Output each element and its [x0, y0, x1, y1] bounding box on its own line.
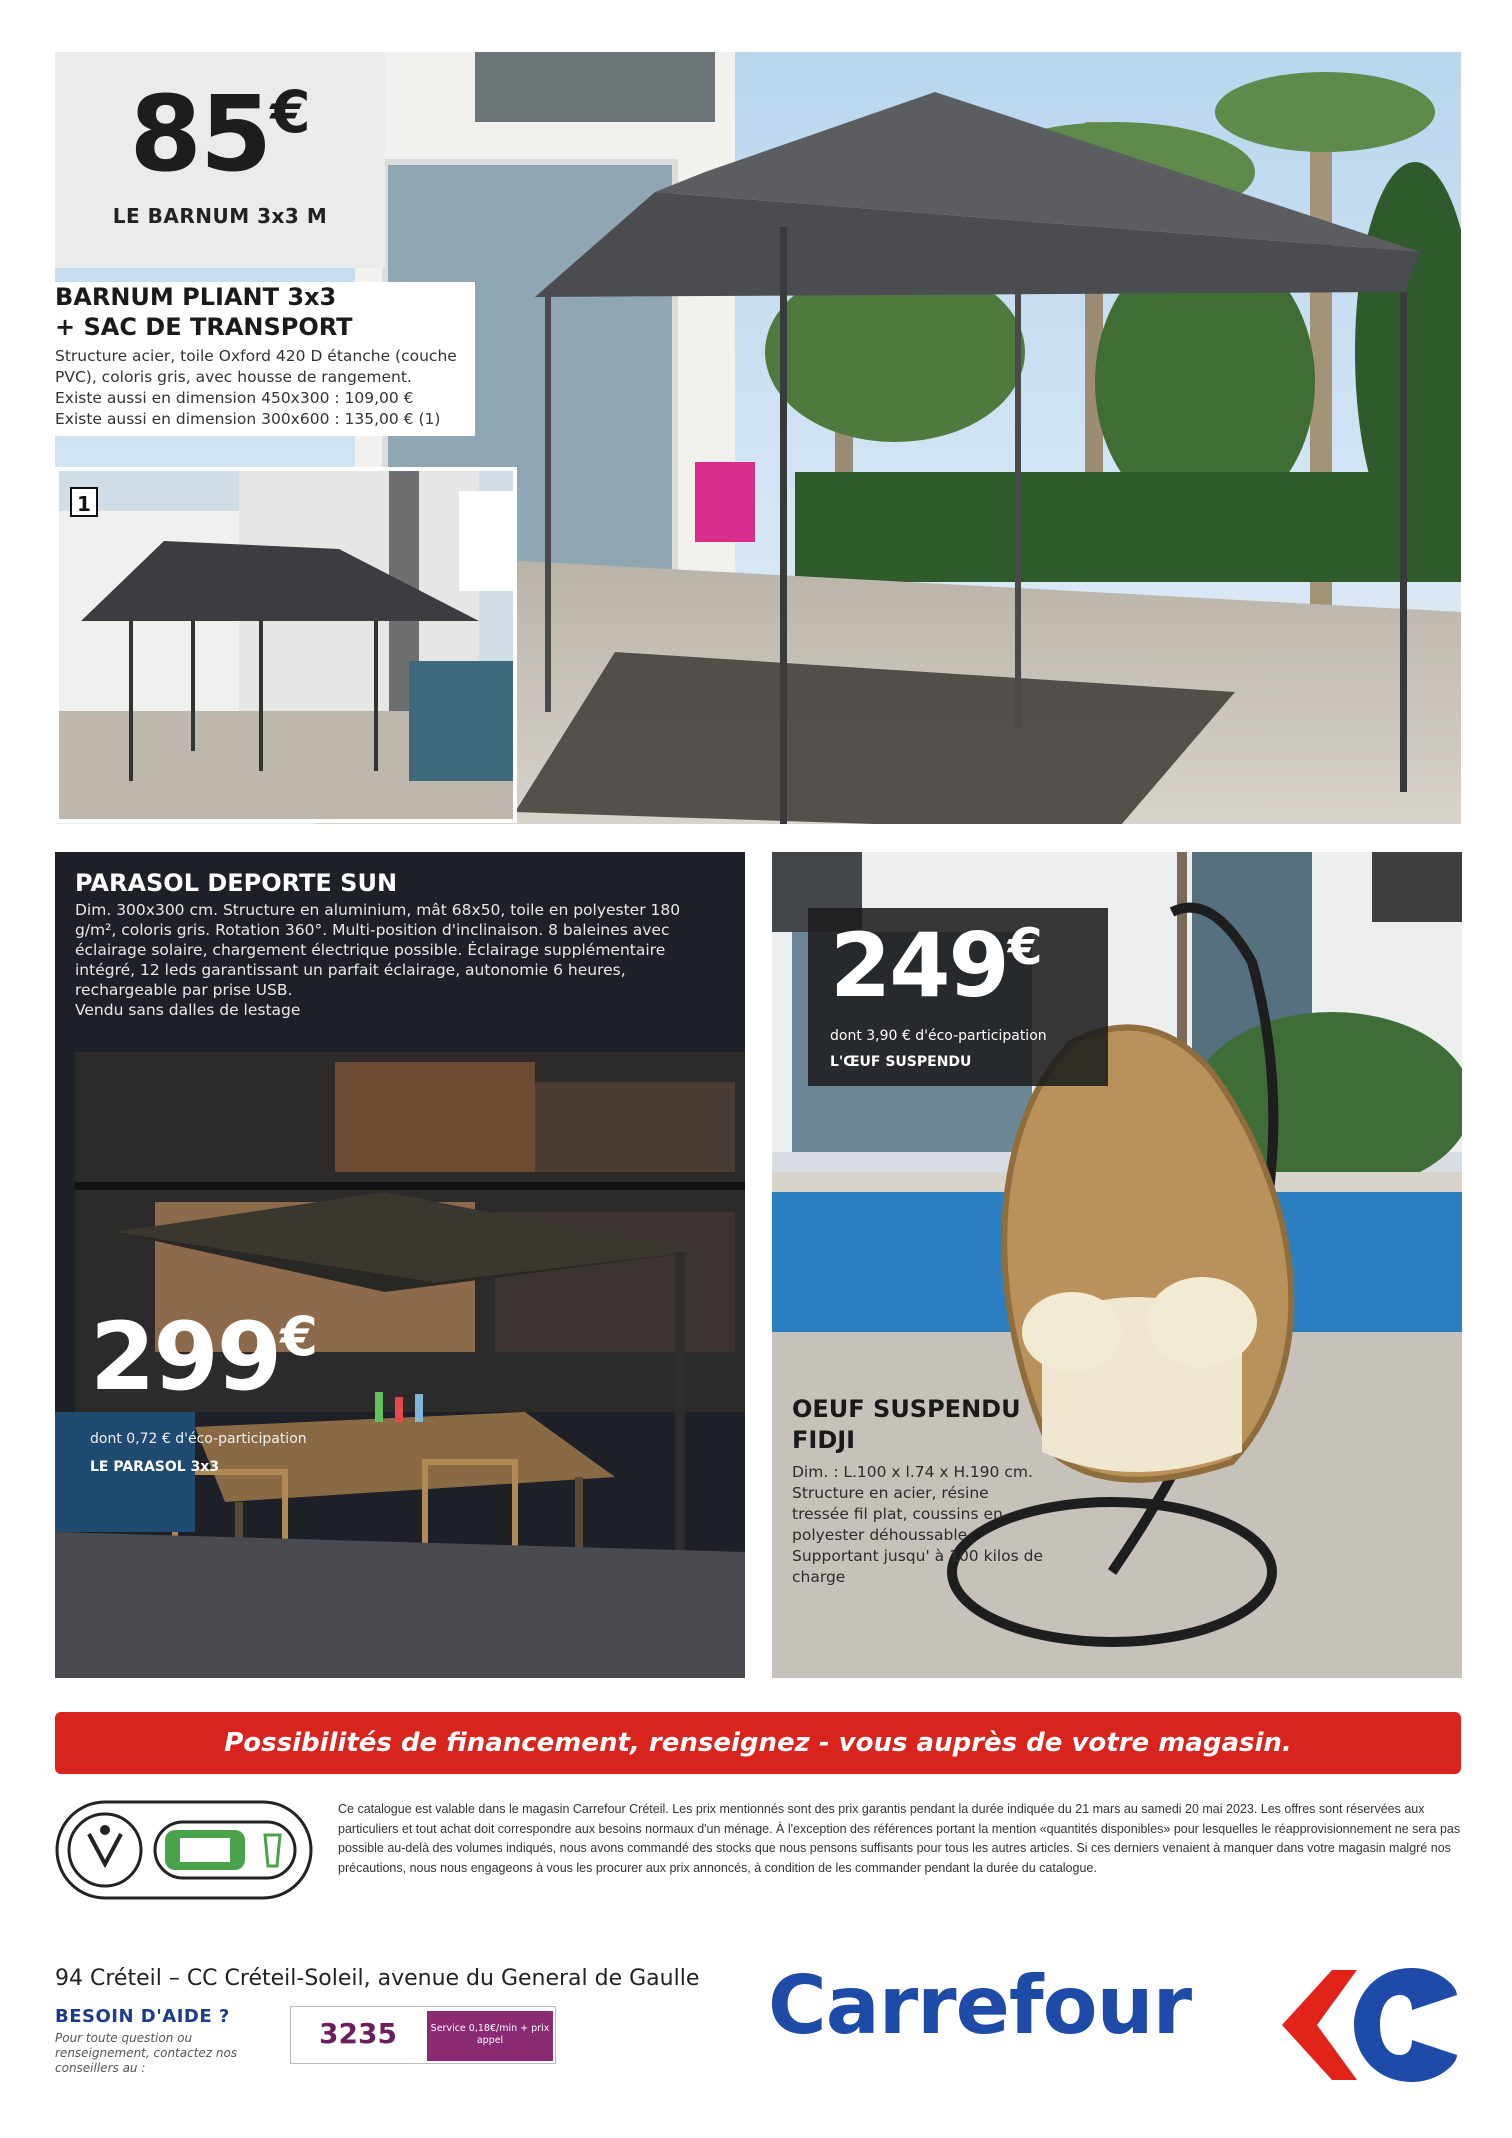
barnum-price-box — [55, 52, 385, 268]
barnum-description: Structure acier, toile Oxford 420 D étanche (couche PVC), coloris gris, avec housse de rangement. — [55, 347, 457, 386]
hotline-number: 3235 — [319, 2017, 397, 2050]
barnum-description-block — [55, 282, 475, 436]
parasol-description-block — [75, 868, 725, 1020]
barnum-inset-image — [55, 467, 517, 823]
carrefour-wordmark: Carrefour — [768, 1959, 1192, 2052]
financing-banner: Possibilités de financement, renseignez - vous auprès de votre magasin. — [55, 1712, 1461, 1774]
parasol-title: PARASOL DEPORTE SUN — [75, 869, 398, 897]
parasol-eco-participation: dont 0,72 € d'éco-participation — [90, 1431, 307, 1447]
barnum-unit: LE BARNUM 3x3 M — [112, 204, 328, 228]
inset-number-badge: 1 — [70, 487, 98, 517]
oeuf-title — [792, 1394, 1047, 1456]
barnum-variant-2: Existe aussi en dimension 300x600 : 135,00 € (1) — [55, 410, 441, 428]
oeuf-price: 249€ — [830, 914, 1043, 1017]
barnum-title — [55, 282, 475, 342]
parasol-note: Vendu sans dalles de lestage — [75, 1001, 301, 1019]
help-subtitle: Pour toute question ou renseignement, contactez nos conseillers au : — [55, 2031, 238, 2075]
oeuf-price-box — [808, 908, 1108, 1086]
oeuf-title-line2: FIDJI — [792, 1426, 856, 1454]
oeuf-eco-participation: dont 3,90 € d'éco-participation — [830, 1028, 1047, 1044]
help-title: BESOIN D'AIDE ? — [55, 2006, 230, 2027]
oeuf-unit: L'ŒUF SUSPENDU — [830, 1054, 972, 1070]
barnum-title-line2: + SAC DE TRANSPORT — [55, 313, 353, 341]
oeuf-title-line1: OEUF SUSPENDU — [792, 1395, 1021, 1423]
hotline-badge[interactable] — [290, 2006, 556, 2064]
barnum-variant-1: Existe aussi en dimension 450x300 : 109,00 € — [55, 389, 414, 407]
barnum-title-line1: BARNUM PLIANT 3x3 — [55, 283, 337, 311]
parasol-description: Dim. 300x300 cm. Structure en aluminium, mât 68x50, toile en polyester 180 g/m², coloris gris. Rotation 360°. Multi-position d'inclinaison. 8 baleines avec éclairage solaire, chargement électrique possible. Éclairage supplémentaire intégré, 12 leds garantissant un parfait éclairage, autonomie 6 heures, rechargeable par prise USB. — [75, 901, 681, 999]
parasol-price: 299€ — [90, 1303, 318, 1412]
oeuf-description: Dim. : L.100 x l.74 x H.190 cm. Structure en acier, résine tressée fil plat, coussins en polyester déhoussable. Supportant jusqu' à 100 kilos de charge — [792, 1463, 1044, 1586]
carrefour-logo-icon — [1262, 1960, 1462, 2090]
barnum-price: 85€ — [129, 73, 311, 195]
triman-recycling-logo — [55, 1800, 313, 1900]
parasol-unit: LE PARASOL 3x3 — [90, 1459, 220, 1475]
legal-notice: Ce catalogue est valable dans le magasin Carrefour Créteil. Les prix mentionnés sont des prix garantis pendant la durée indiquée du 21 mars au samedi 20 mai 2023. Les offres sont réservées aux particuliers et tout achat doit correspondre aux besoins normaux d'un ménage. À l'exception des références portant la mention «quantités disponibles» pour lesquelles le réapprovisionnement ne sera pas possible au-delà des volumes indiqués, nous avons commandé des stocks que nous pensons suffisants pour tous les autres articles. Si ces derniers venaient à manquer dans votre magasin malgré nos précautions, nous nous engageons à vous les procurer aux prix annoncés, à condition de les commander pendant la durée du catalogue. — [338, 1802, 1461, 1875]
store-address: 94 Créteil – CC Créteil-Soleil, avenue du General de Gaulle — [55, 1966, 700, 1991]
oeuf-description-block — [792, 1394, 1047, 1588]
parasol-price-block — [90, 1303, 318, 1475]
hotline-rate: Service 0,18€/min + prix appel — [427, 2011, 553, 2061]
